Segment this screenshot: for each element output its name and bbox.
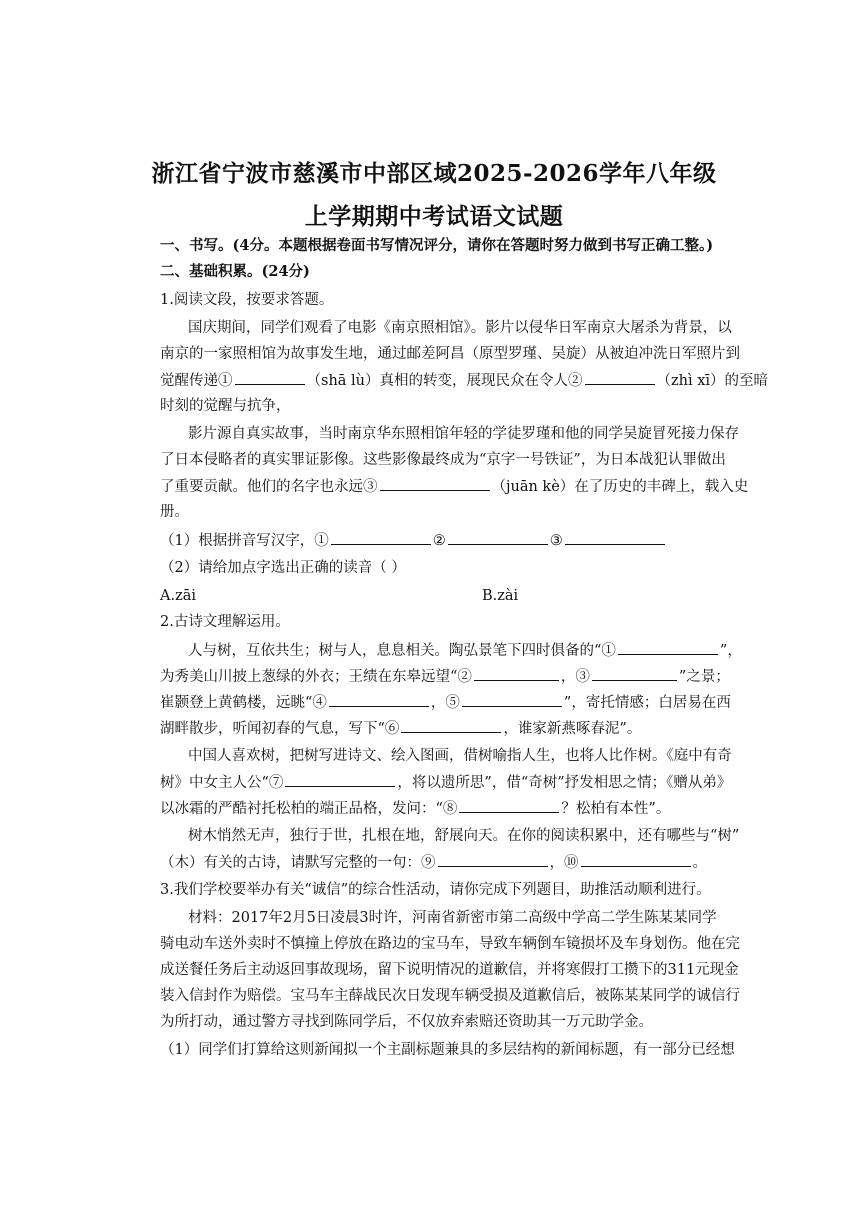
answer-blank-3[interactable] bbox=[380, 476, 490, 491]
q2-line4 bbox=[160, 718, 720, 739]
q2-text: 以冰霜的严酷衬托松柏的端正品格，发问：“⑧ bbox=[160, 801, 458, 817]
answer-blank-poem-2[interactable] bbox=[474, 666, 559, 681]
q2-text: 湖畔散步，听闻初春的气息，写下“⑥ bbox=[160, 721, 400, 737]
q1-para1-line2: 南京的一家照相馆为故事发生地，通过邮差阿昌（原型罗瑾、吴旋）从被迫冲洗日军照片到 bbox=[160, 346, 740, 362]
q1-heading: 1.阅读文段，按要求答题。 bbox=[160, 292, 334, 308]
q1-text: （zhì xī）的至暗 bbox=[656, 373, 769, 389]
answer-blank-poem-6[interactable] bbox=[401, 718, 501, 733]
q1-para2-line4: 册。 bbox=[160, 504, 189, 520]
q1-para1-line4: 时刻的觉醒与抗争， bbox=[160, 398, 291, 414]
q2-text: （木）有关的古诗，请默写完整的一句：⑨ bbox=[160, 855, 436, 871]
exam-title-line1: 浙江省宁波市慈溪市中部区域2025-2026学年八年级 bbox=[151, 160, 717, 187]
q2-line1 bbox=[188, 640, 742, 661]
q2-line9 bbox=[160, 852, 720, 873]
q3-material-line4: 装入信封作为赔偿。宝马车主薛战民次日发现车辆受损及道歉信后，被陈某某同学的诚信行 bbox=[160, 988, 740, 1004]
answer-blank-sub1-3[interactable] bbox=[565, 530, 665, 545]
q1-text: （shā lù）真相的转变，展现民众在令人② bbox=[306, 373, 583, 389]
q1-sub1-label: （1）根据拼音写汉字，① bbox=[160, 533, 329, 549]
q2-line7 bbox=[160, 798, 720, 819]
answer-blank-sub1-1[interactable] bbox=[331, 530, 431, 545]
q1-text: （juān kè）在了历史的丰碑上，载入史 bbox=[491, 479, 749, 495]
q2-text: ？松柏有本性”。 bbox=[561, 801, 671, 817]
answer-blank-poem-10[interactable] bbox=[581, 852, 691, 867]
section-basics: 二、基础积累。(24分) bbox=[160, 263, 310, 280]
q2-heading: 2.古诗文理解运用。 bbox=[160, 614, 290, 630]
answer-blank-poem-1[interactable] bbox=[618, 640, 718, 655]
q2-text: ，⑤ bbox=[430, 695, 460, 711]
q3-heading: 3.我们学校要举办有关“诚信”的综合性活动，请你完成下列题目，助推活动顺利进行。 bbox=[160, 882, 711, 898]
q2-line2 bbox=[160, 666, 730, 687]
q1-text: 了重要贡献。他们的名字也永远③ bbox=[160, 479, 378, 495]
q3-material-line2: 骑电动车送外卖时不慎撞上停放在路边的宝马车，导致车辆倒车镜损坏及车身划伤。他在完 bbox=[160, 936, 740, 952]
answer-blank-poem-5[interactable] bbox=[462, 692, 562, 707]
q2-text: 崔颢登上黄鹤楼，远眺“④ bbox=[160, 695, 327, 711]
answer-blank-poem-8[interactable] bbox=[459, 798, 559, 813]
q2-text: ”，寄托情感；白居易在西 bbox=[563, 695, 731, 711]
q3-material-line3: 成送餐任务后主动返回事故现场，留下说明情况的道歉信，并将寒假打工攒下的311元现金 bbox=[160, 962, 739, 978]
q2-text: ”， bbox=[719, 643, 742, 659]
q2-text: 。 bbox=[692, 855, 707, 871]
q2-text: ，③ bbox=[560, 669, 590, 685]
answer-blank-poem-9[interactable] bbox=[438, 852, 548, 867]
q3-sub1: （1）同学们打算给这则新闻拟一个主副标题兼具的多层结构的新闻标题，有一部分已经想 bbox=[160, 1042, 735, 1058]
answer-blank-1[interactable] bbox=[235, 370, 305, 385]
option-a[interactable]: A.zāi bbox=[160, 588, 197, 604]
q2-text: 树》中女主人公“⑦ bbox=[160, 775, 284, 791]
q2-line8: 树木悄然无声，独行于世，扎根在地，舒展向天。在你的阅读积累中，还有哪些与“树” bbox=[188, 828, 740, 844]
q2-text: ”之景； bbox=[678, 669, 730, 685]
q2-line5: 中国人喜欢树，把树写进诗文、绘入图画，借树喻指人生，也将人比作树。《庭中有奇 bbox=[188, 748, 732, 764]
q1-para2-line1: 影片源自真实故事，当时南京华东照相馆年轻的学徒罗瑾和他的同学吴旋冒死接力保存 bbox=[188, 426, 739, 442]
q1-sub1-label3: ③ bbox=[549, 533, 563, 549]
answer-blank-poem-3[interactable] bbox=[592, 666, 677, 681]
q2-text: ，将以遗所思”，借“奇树”抒发相思之情；《赠从弟》 bbox=[397, 775, 732, 791]
q3-material-line5: 为所打动，通过警方寻找到陈同学后，不仅放弃索赔还资助其一万元助学金。 bbox=[160, 1014, 653, 1030]
answer-blank-2[interactable] bbox=[585, 370, 655, 385]
q1-sub1-label2: ② bbox=[432, 533, 446, 549]
answer-blank-sub1-2[interactable] bbox=[448, 530, 548, 545]
q1-para2-line2: 了日本侵略者的真实罪证影像。这些影像最终成为“京字一号铁证”，为日本战犯认罪做出 bbox=[160, 452, 726, 468]
q2-line3 bbox=[160, 692, 731, 713]
q2-text: ，⑩ bbox=[549, 855, 579, 871]
q1-sub2: （2）请给加点字选出正确的读音（ ） bbox=[160, 560, 406, 576]
option-b[interactable]: B.zài bbox=[482, 588, 519, 604]
q1-text: 觉醒传递① bbox=[160, 373, 233, 389]
q1-sub1 bbox=[160, 530, 720, 551]
exam-title-line2: 上学期期中考试语文试题 bbox=[304, 203, 564, 230]
answer-blank-poem-4[interactable] bbox=[329, 692, 429, 707]
q1-para2-line3 bbox=[160, 476, 749, 497]
q1-para1-line3 bbox=[160, 370, 769, 391]
q2-text: 为秀美山川披上葱绿的外衣；王绩在东皋远望“② bbox=[160, 669, 472, 685]
q2-text: 人与树，互依共生；树与人，息息相关。陶弘景笔下四时俱备的“① bbox=[188, 643, 616, 659]
q3-material-line1: 材料：2017年2月5日凌晨3时许，河南省新密市第二高级中学高二学生陈某某同学 bbox=[188, 910, 717, 926]
q2-text: ，谁家新燕啄春泥”。 bbox=[503, 721, 642, 737]
answer-blank-poem-7[interactable] bbox=[285, 772, 395, 787]
q1-para1-line1: 国庆期间，同学们观看了电影《南京照相馆》。影片以侵华日军南京大屠杀为背景，以 bbox=[188, 320, 732, 336]
section-writing: 一、书写。(4分。本题根据卷面书写情况评分，请你在答题时努力做到书写正确工整。) bbox=[160, 237, 714, 254]
q2-line6 bbox=[160, 772, 732, 793]
